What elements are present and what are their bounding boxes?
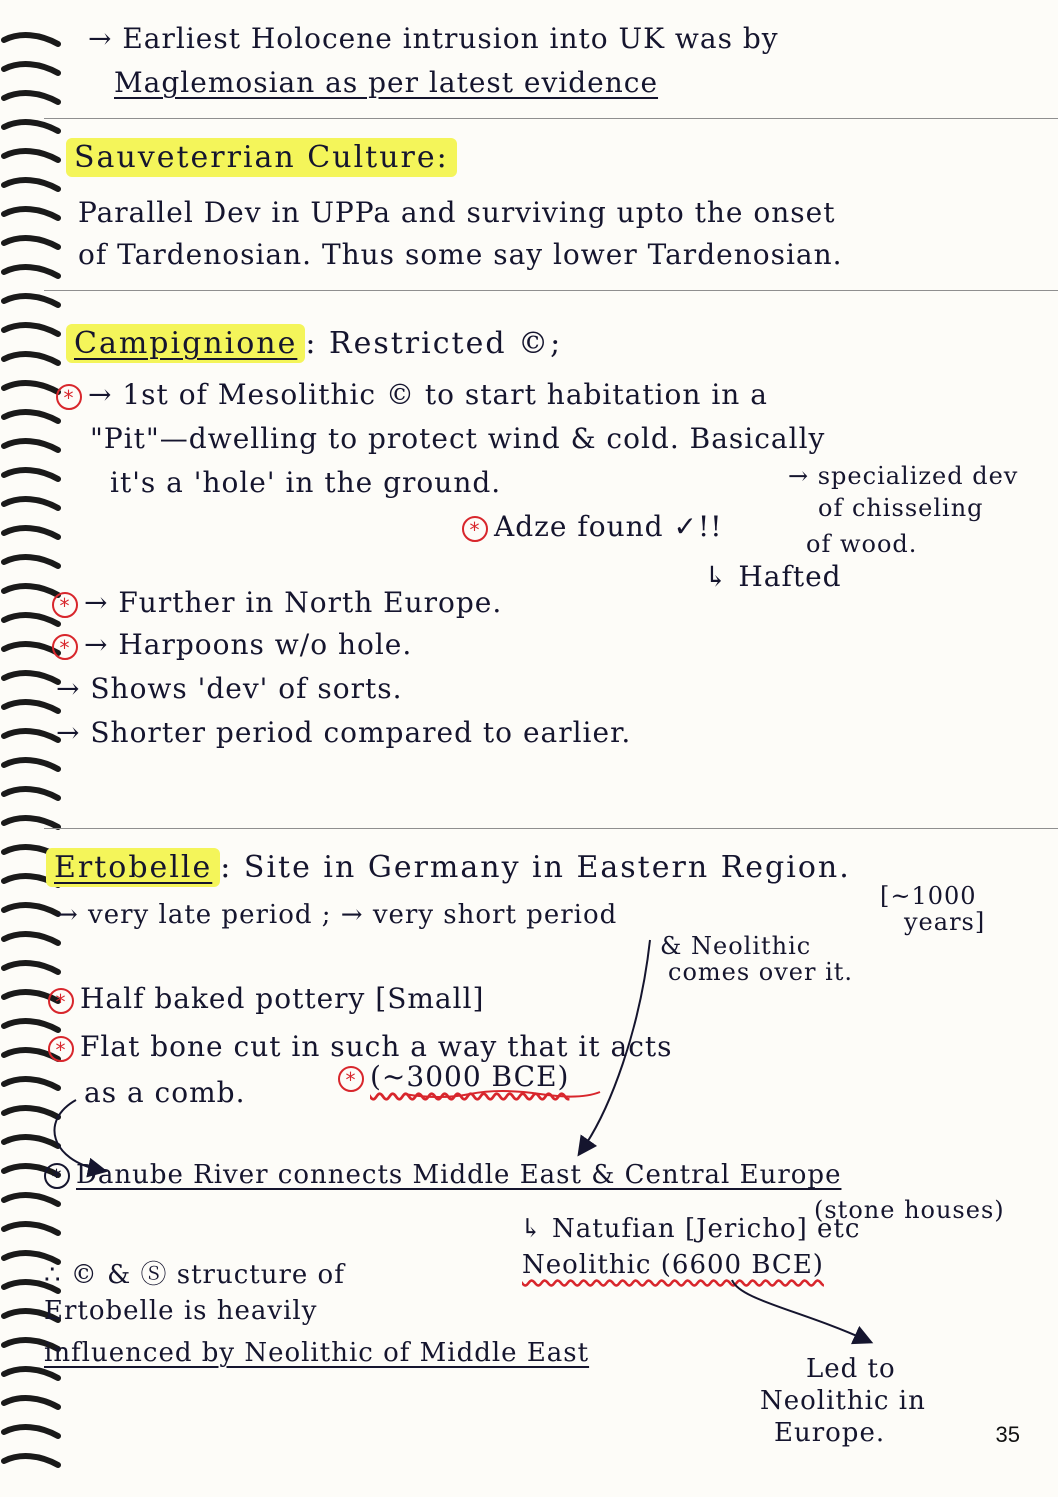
spiral-coil [4, 1195, 58, 1204]
heading-suffix: : Restricted ©; [305, 326, 563, 361]
asterisk-icon: * [462, 516, 488, 542]
spiral-coil [4, 818, 58, 827]
spiral-coil [4, 412, 58, 421]
hafted-note: ↳ Hafted [704, 560, 842, 593]
conclusion-line: influenced by Neolithic of Middle East [44, 1338, 590, 1368]
body-line: "Pit"—dwelling to protect wind & cold. Basically [90, 422, 826, 455]
spiral-coil [4, 1137, 58, 1146]
adze-note: Adze found ✓!! [494, 510, 723, 543]
body-line: Parallel Dev in UPPa and surviving upto the onset [78, 196, 836, 229]
spiral-coil [4, 470, 58, 479]
bullet: → Harpoons w/o hole. [84, 628, 413, 661]
side-note: (stone houses) [814, 1196, 1005, 1224]
spiral-coil [4, 35, 58, 44]
body-line: Half baked pottery [Small] [80, 982, 485, 1015]
section-divider [44, 828, 1058, 829]
natufian-line: ↳ Natufian [Jericho] etc [520, 1214, 861, 1244]
spiral-coil [4, 441, 58, 450]
spiral-coil [4, 905, 58, 914]
spiral-coil [4, 354, 58, 363]
spiral-coil [4, 267, 58, 276]
bullet: → Shows 'dev' of sorts. [56, 672, 403, 705]
body-line: Flat bone cut in such a way that it acts [80, 1030, 673, 1063]
heading-suffix: : Site in Germany in Eastern Region. [220, 850, 851, 885]
intro-line: → Earliest Holocene intrusion into UK was by [88, 22, 779, 55]
body-line: as a comb. [84, 1076, 246, 1109]
body-line: → very late period ; → very short period [56, 900, 618, 930]
spiral-coil [4, 586, 58, 595]
asterisk-icon: * [52, 592, 78, 618]
spiral-coil [4, 1021, 58, 1030]
spiral-coil [4, 528, 58, 537]
asterisk-icon: * [56, 384, 82, 410]
section-divider [44, 118, 1058, 119]
section-heading: Ertobelle [46, 848, 220, 887]
spiral-coil [4, 673, 58, 682]
spiral-coil [4, 644, 58, 653]
body-line: it's a 'hole' in the ground. [110, 466, 502, 499]
side-note: of wood. [806, 530, 918, 558]
spiral-coil [4, 209, 58, 218]
neolithic-date: Neolithic (6600 BCE) [522, 1250, 824, 1280]
spiral-coil [4, 93, 58, 102]
spiral-coil [4, 963, 58, 972]
spiral-coil [4, 180, 58, 189]
side-note: years] [904, 908, 986, 936]
arrow-to-led-to [732, 1280, 866, 1340]
spiral-coil [4, 615, 58, 624]
body-line: of Tardenosian. Thus some say lower Tardenosian. [78, 238, 843, 271]
spiral-coil [4, 1079, 58, 1088]
spiral-coil [4, 731, 58, 740]
side-note: & Neolithic [660, 932, 812, 960]
page-number: 35 [995, 1422, 1020, 1447]
asterisk-icon: * [48, 1036, 74, 1062]
spiral-coil [4, 760, 58, 769]
spiral-coil [4, 325, 58, 334]
spiral-coil [4, 1456, 58, 1465]
section-heading: Campignione [66, 324, 305, 363]
danube-line: Danube River connects Middle East & Central Europe [76, 1160, 842, 1190]
asterisk-icon: * [48, 988, 74, 1014]
spiral-coil [4, 238, 58, 247]
side-note: of chisseling [818, 494, 984, 522]
spiral-coil [4, 1369, 58, 1378]
bullet: → Further in North Europe. [84, 586, 503, 619]
side-note: → specialized dev [788, 462, 1019, 490]
spiral-coil [4, 499, 58, 508]
led-to-note: Led to [806, 1354, 896, 1384]
spiral-coil [4, 64, 58, 73]
spiral-coil [4, 1224, 58, 1233]
conclusion-line: Ertobelle is heavily [44, 1296, 318, 1326]
asterisk-icon: * [338, 1066, 364, 1092]
spiral-coil [4, 1427, 58, 1436]
spiral-coil [4, 151, 58, 160]
spiral-coil [4, 1108, 58, 1117]
intro-line: Maglemosian as per latest evidence [114, 66, 659, 99]
led-to-note: Europe. [774, 1418, 886, 1448]
led-to-note: Neolithic in [760, 1386, 926, 1416]
side-note: [~1000 [880, 882, 977, 910]
spiral-coil [4, 1398, 58, 1407]
bullet: → Shorter period compared to earlier. [56, 716, 632, 749]
spiral-coil [4, 557, 58, 566]
conclusion-line: ∴ © & Ⓢ structure of [44, 1260, 345, 1290]
asterisk-icon: * [52, 634, 78, 660]
asterisk-icon: * [44, 1163, 70, 1189]
spiral-coil [4, 789, 58, 798]
section-divider [44, 290, 1058, 291]
body-line: → 1st of Mesolithic © to start habitation in a [88, 378, 768, 411]
date-note: (~3000 BCE) [370, 1060, 570, 1093]
section-heading: Sauveterrian Culture: [66, 138, 457, 177]
spiral-coil [4, 702, 58, 711]
spiral-coil [4, 296, 58, 305]
spiral-coil [4, 383, 58, 392]
spiral-coil [4, 934, 58, 943]
side-note: comes over it. [668, 958, 854, 986]
spiral-coil [4, 122, 58, 131]
